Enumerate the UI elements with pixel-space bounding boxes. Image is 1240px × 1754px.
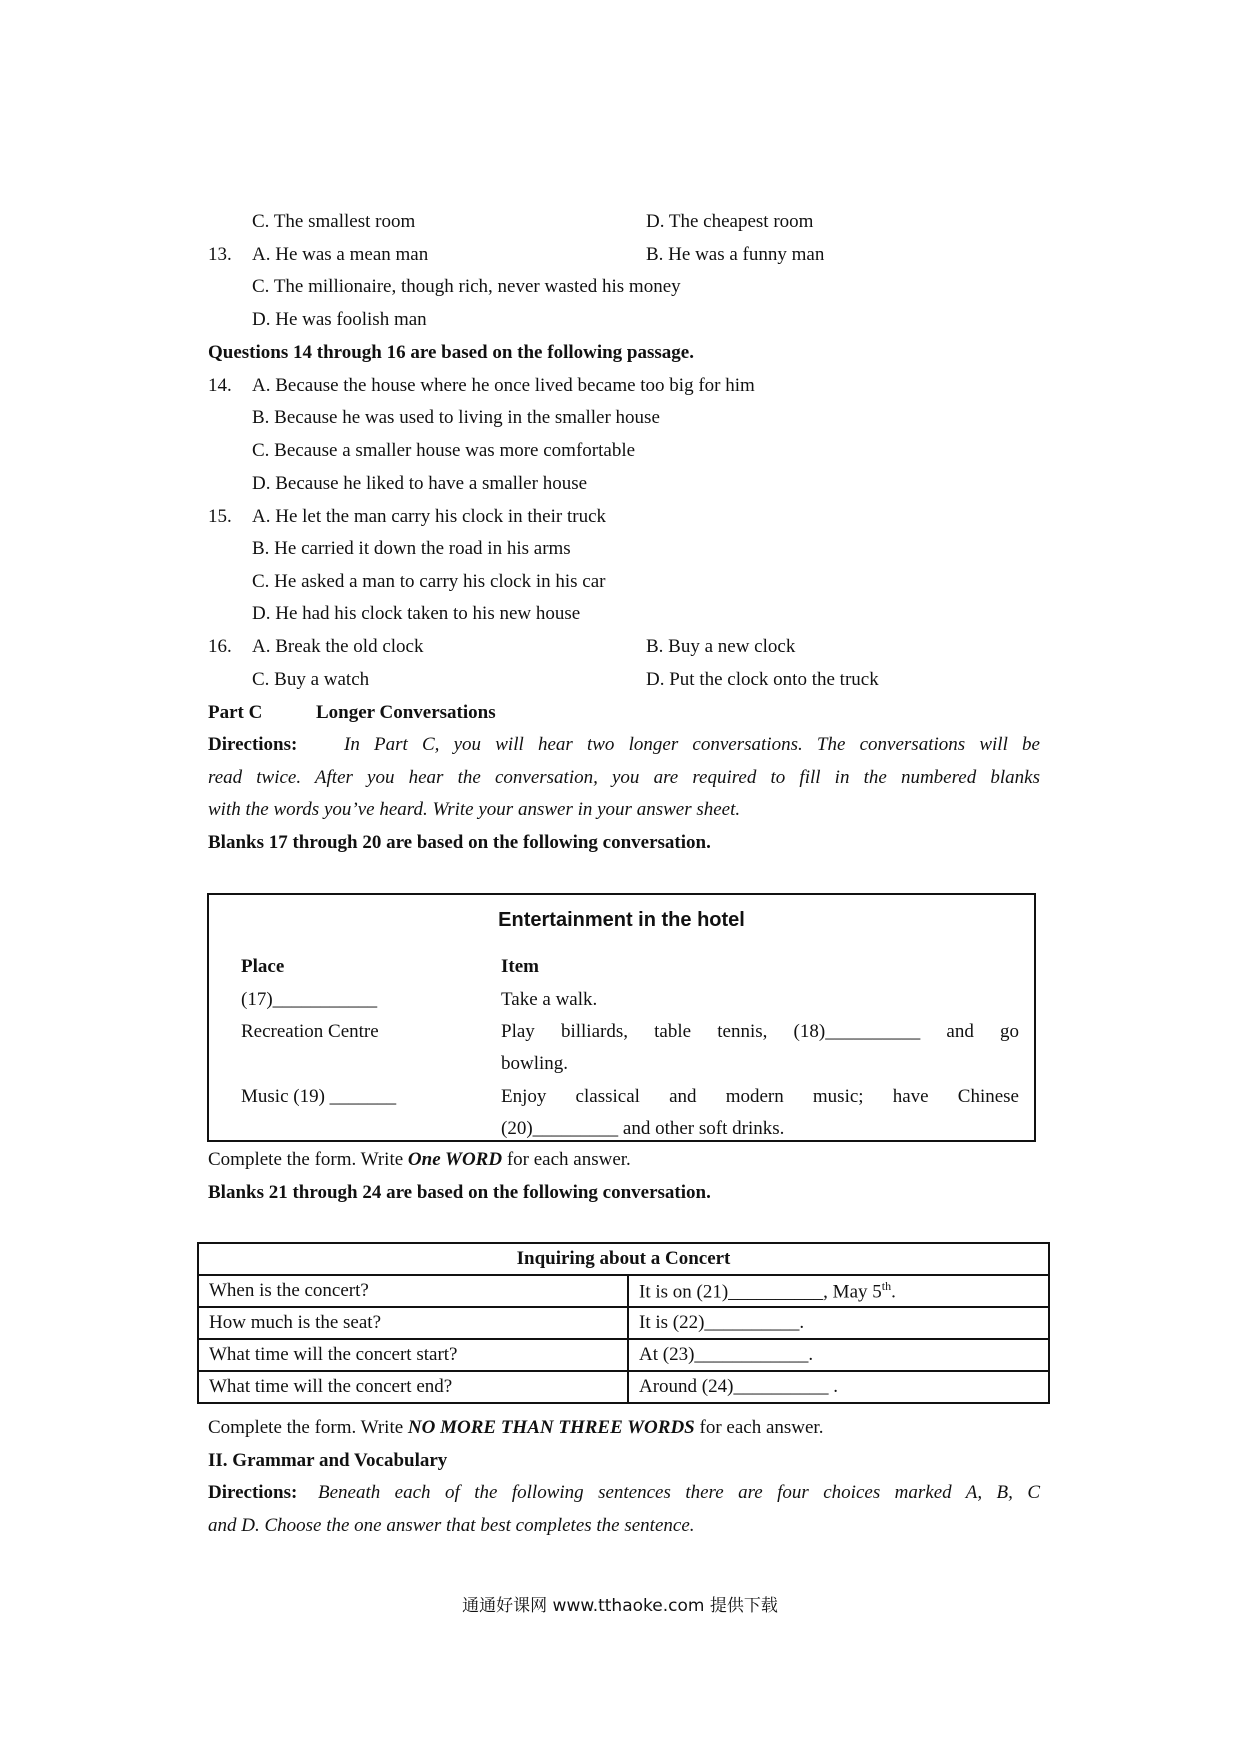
part-c-label: Part C bbox=[208, 702, 263, 723]
row3-item-line1: Enjoy classical and modern music; have Chinese bbox=[501, 1086, 1019, 1107]
row1-place-blank-17: (17)___________ bbox=[241, 989, 378, 1010]
q13-number: 13. bbox=[208, 244, 232, 265]
question-cell: When is the concert? bbox=[198, 1275, 628, 1307]
section2-directions-line1: Beneath each of the following sentences there are four choices marked A, B, C bbox=[318, 1482, 1040, 1503]
q14-number: 14. bbox=[208, 375, 232, 396]
answer-cell: Around (24)__________ . bbox=[628, 1371, 1049, 1403]
row1-item: Take a walk. bbox=[501, 989, 598, 1010]
column-header-item: Item bbox=[501, 956, 539, 977]
q16-number: 16. bbox=[208, 636, 232, 657]
part-c-directions-line1: In Part C, you will hear two longer conversations. The conversations will be bbox=[344, 734, 1040, 755]
part-c-directions-line2: read twice. After you hear the conversation, you are required to fill in the numbered blanks bbox=[208, 767, 1040, 788]
q14-option-a: A. Because the house where he once lived became too big for him bbox=[252, 375, 755, 396]
concert-form bbox=[197, 1242, 1050, 1404]
q14-option-b: B. Because he was used to living in the smaller house bbox=[252, 407, 660, 428]
q12-option-c: C. The smallest room bbox=[252, 211, 416, 232]
table-row bbox=[198, 1371, 1049, 1403]
row2-item-line2: bowling. bbox=[501, 1053, 569, 1074]
heading-q14-16: Questions 14 through 16 are based on the following passage. bbox=[208, 342, 694, 363]
row2-item-line1: Play billiards, table tennis, (18)__________ and go bbox=[501, 1021, 1019, 1042]
table-row bbox=[198, 1339, 1049, 1371]
section2-directions-line2: and D. Choose the one answer that best completes the sentence. bbox=[208, 1515, 695, 1536]
entertainment-form bbox=[207, 893, 1036, 1142]
section2-title: II. Grammar and Vocabulary bbox=[208, 1450, 448, 1471]
q15-number: 15. bbox=[208, 506, 232, 527]
answer-cell: At (23)____________. bbox=[628, 1339, 1049, 1371]
form2-instruction: Complete the form. Write NO MORE THAN THREE WORDS for each answer. bbox=[208, 1417, 824, 1438]
q12-option-d: D. The cheapest room bbox=[646, 211, 814, 232]
heading-blanks-17-20: Blanks 17 through 20 are based on the following conversation. bbox=[208, 832, 711, 853]
entertainment-form-title: Entertainment in the hotel bbox=[498, 909, 745, 931]
q15-option-b: B. He carried it down the road in his arms bbox=[252, 538, 571, 559]
q15-option-c: C. He asked a man to carry his clock in his car bbox=[252, 571, 606, 592]
page-footer: 通通好课网 www.tthaoke.com 提供下载 bbox=[462, 1596, 778, 1616]
row3-item-line2: (20)_________ and other soft drinks. bbox=[501, 1118, 785, 1139]
section2-directions-label: Directions: bbox=[208, 1482, 298, 1503]
question-cell: How much is the seat? bbox=[198, 1307, 628, 1339]
question-cell: What time will the concert start? bbox=[198, 1339, 628, 1371]
q15-option-d: D. He had his clock taken to his new house bbox=[252, 603, 581, 624]
q16-option-d: D. Put the clock onto the truck bbox=[646, 669, 879, 690]
row3-place-blank-19: Music (19) _______ bbox=[241, 1086, 397, 1107]
table-row bbox=[198, 1275, 1049, 1307]
q16-option-b: B. Buy a new clock bbox=[646, 636, 796, 657]
part-c-directions-line3: with the words you’ve heard. Write your answer in your answer sheet. bbox=[208, 799, 741, 820]
concert-form-title: Inquiring about a Concert bbox=[198, 1243, 1049, 1275]
answer-cell: It is on (21)__________, May 5th. bbox=[628, 1275, 1049, 1307]
answer-cell: It is (22)__________. bbox=[628, 1307, 1049, 1339]
q13-option-c: C. The millionaire, though rich, never wasted his money bbox=[252, 276, 681, 297]
part-c-title: Longer Conversations bbox=[316, 702, 496, 723]
q14-option-c: C. Because a smaller house was more comfortable bbox=[252, 440, 636, 461]
q13-option-b: B. He was a funny man bbox=[646, 244, 825, 265]
q16-option-c: C. Buy a watch bbox=[252, 669, 370, 690]
q14-option-d: D. Because he liked to have a smaller house bbox=[252, 473, 588, 494]
row2-place: Recreation Centre bbox=[241, 1021, 379, 1042]
q13-option-a: A. He was a mean man bbox=[252, 244, 429, 265]
heading-blanks-21-24: Blanks 21 through 24 are based on the following conversation. bbox=[208, 1182, 711, 1203]
form1-instruction: Complete the form. Write One WORD for each answer. bbox=[208, 1149, 631, 1170]
question-cell: What time will the concert end? bbox=[198, 1371, 628, 1403]
q15-option-a: A. He let the man carry his clock in their truck bbox=[252, 506, 607, 527]
part-c-directions-label: Directions: bbox=[208, 734, 298, 755]
table-row bbox=[198, 1307, 1049, 1339]
q13-option-d: D. He was foolish man bbox=[252, 309, 427, 330]
column-header-place: Place bbox=[241, 956, 285, 977]
q16-option-a: A. Break the old clock bbox=[252, 636, 424, 657]
